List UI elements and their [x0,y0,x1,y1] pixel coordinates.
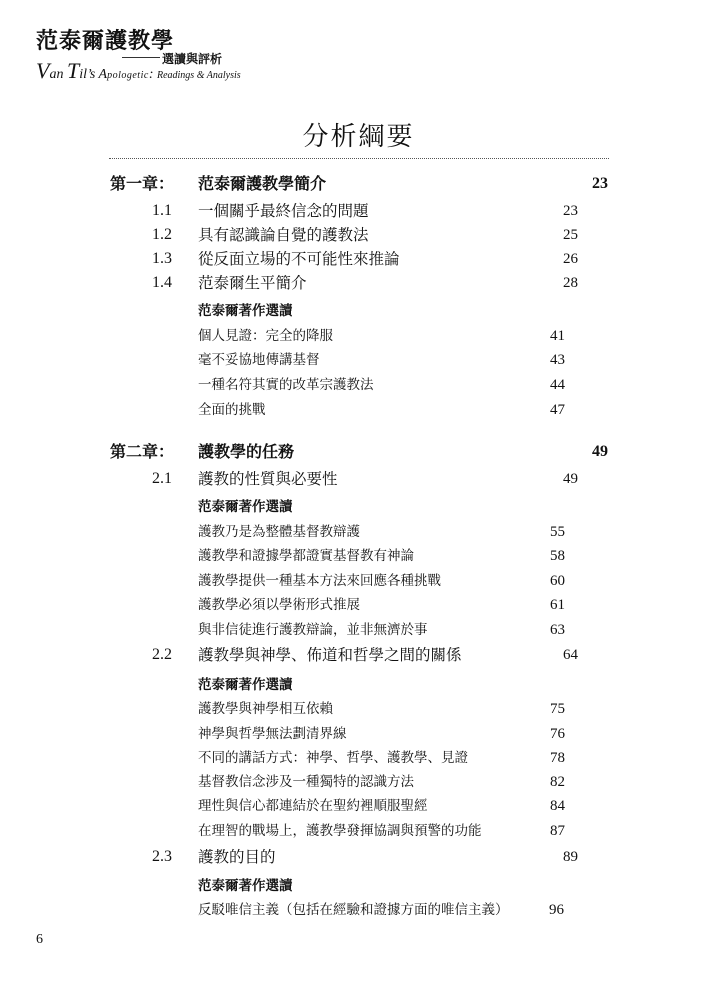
reading-row[interactable] [0,794,717,818]
section-page: 25 [563,227,578,243]
reading-title: 理性與信心都連結於在聖約裡順服聖經 [198,798,428,814]
reading-page: 78 [550,750,565,766]
section-row[interactable] [0,845,717,869]
chapter-label: 第一章： [110,174,175,193]
section-number: 1.1 [152,202,172,219]
reading-page: 58 [550,548,565,564]
page-title: 分析綱要 [302,122,415,152]
section-number: 1.2 [152,226,172,243]
title-en-initial-t: T [66,58,80,83]
header-rule [122,57,160,58]
title-en-il-a: il’s A [79,67,108,82]
section-title: 護教學與神學、佈道和哲學之間的關係 [198,646,462,664]
book-subtitle-chinese: 選讀與評析 [162,52,223,66]
section-row[interactable] [0,199,717,223]
readings-heading-row [0,673,717,697]
chapter-label: 第二章： [110,442,175,461]
reading-title: 護教學和證據學都證實基督教有神論 [198,548,414,564]
reading-row[interactable] [0,593,717,617]
section-title: 一個關乎最終信念的問題 [198,202,369,220]
reading-title: 個人見證：完全的降服 [198,328,333,344]
reading-page: 87 [550,823,565,839]
reading-title: 護教學提供一種基本方法來回應各種挑戰 [198,573,441,589]
section-number: 1.4 [152,274,172,291]
reading-page: 63 [550,622,565,638]
reading-page: 84 [550,798,565,814]
reading-page: 55 [550,524,565,540]
reading-page: 43 [550,352,565,368]
reading-row[interactable] [0,373,717,397]
reading-page: 60 [550,573,565,589]
reading-page: 41 [550,328,565,344]
reading-title: 神學與哲學無法劃清界線 [198,726,347,742]
page-number: 6 [36,932,43,947]
section-title: 具有認識論自覺的護教法 [198,226,369,244]
section-number: 2.1 [152,470,172,487]
reading-title: 護教學必須以學術形式推展 [198,597,360,613]
reading-title: 與非信徒進行護教辯論，並非無濟於事 [198,622,428,638]
reading-row[interactable] [0,544,717,568]
reading-row[interactable] [0,398,717,422]
chapter-title: 護教學的任務 [198,442,295,461]
section-row[interactable] [0,223,717,247]
chapter-page: 49 [592,443,608,460]
title-en-subtitle: Readings & Analysis [156,70,241,81]
reading-title: 一種名符其實的改革宗護教法 [198,377,374,393]
readings-heading-row [0,874,717,898]
title-en-colon: : [148,67,157,82]
reading-page: 75 [550,701,565,717]
reading-title: 基督教信念涉及一種獨特的認識方法 [198,774,414,790]
reading-title: 護教乃是為整體基督教辯護 [198,524,360,540]
reading-row[interactable] [0,722,717,746]
section-number: 2.2 [152,646,172,663]
reading-page: 47 [550,402,565,418]
reading-row[interactable] [0,697,717,721]
chapter-row[interactable] [0,172,717,196]
reading-title: 不同的講話方式：神學、哲學、護教學、見證 [198,750,468,766]
chapter-row[interactable] [0,440,717,464]
title-en-pologetic: pologetic [107,70,149,81]
title-en-initial-v: V [36,58,50,83]
section-page: 28 [563,275,578,291]
running-header [36,28,241,84]
reading-title: 護教學與神學相互依賴 [198,701,333,717]
section-row[interactable] [0,643,717,667]
book-title-chinese: 范泰爾護教學 [36,28,175,54]
reading-title: 全面的挑戰 [198,402,266,418]
reading-title: 在理智的戰場上，護教學發揮協調與預警的功能 [198,823,482,839]
section-page: 49 [563,471,578,487]
reading-row[interactable] [0,324,717,348]
chapter-page: 23 [592,175,608,192]
section-title: 護教的目的 [198,848,276,866]
reading-title: 毫不妥協地傳講基督 [198,352,320,368]
readings-heading: 范泰爾著作選讀 [198,677,293,693]
reading-page: 76 [550,726,565,742]
reading-page: 82 [550,774,565,790]
reading-row[interactable] [0,569,717,593]
readings-heading-row [0,299,717,323]
readings-heading-row [0,495,717,519]
section-row[interactable] [0,247,717,271]
section-title: 從反面立場的不可能性來推論 [198,250,400,268]
reading-row[interactable] [0,746,717,770]
section-number: 2.3 [152,848,172,865]
section-row[interactable] [0,271,717,295]
section-number: 1.3 [152,250,172,267]
reading-page: 44 [550,377,565,393]
reading-row[interactable] [0,819,717,843]
reading-row[interactable] [0,348,717,372]
chapter-title: 范泰爾護教學簡介 [198,174,327,193]
dotted-divider [109,158,609,159]
readings-heading: 范泰爾著作選讀 [198,303,293,319]
reading-page: 96 [549,902,564,918]
reading-title: 反駁唯信主義（包括在經驗和證據方面的唯信主義） [198,902,509,918]
section-title: 范泰爾生平簡介 [198,274,307,292]
section-page: 89 [563,849,578,865]
reading-row[interactable] [0,618,717,642]
section-page: 23 [563,203,578,219]
section-page: 26 [563,251,578,267]
reading-row[interactable] [0,898,717,922]
reading-row[interactable] [0,770,717,794]
section-page: 64 [563,647,578,663]
reading-row[interactable] [0,520,717,544]
reading-page: 61 [550,597,565,613]
title-en-an: an [49,67,67,82]
readings-heading: 范泰爾著作選讀 [198,499,293,515]
readings-heading: 范泰爾著作選讀 [198,878,293,894]
section-title: 護教的性質與必要性 [198,470,338,488]
section-row[interactable] [0,467,717,491]
